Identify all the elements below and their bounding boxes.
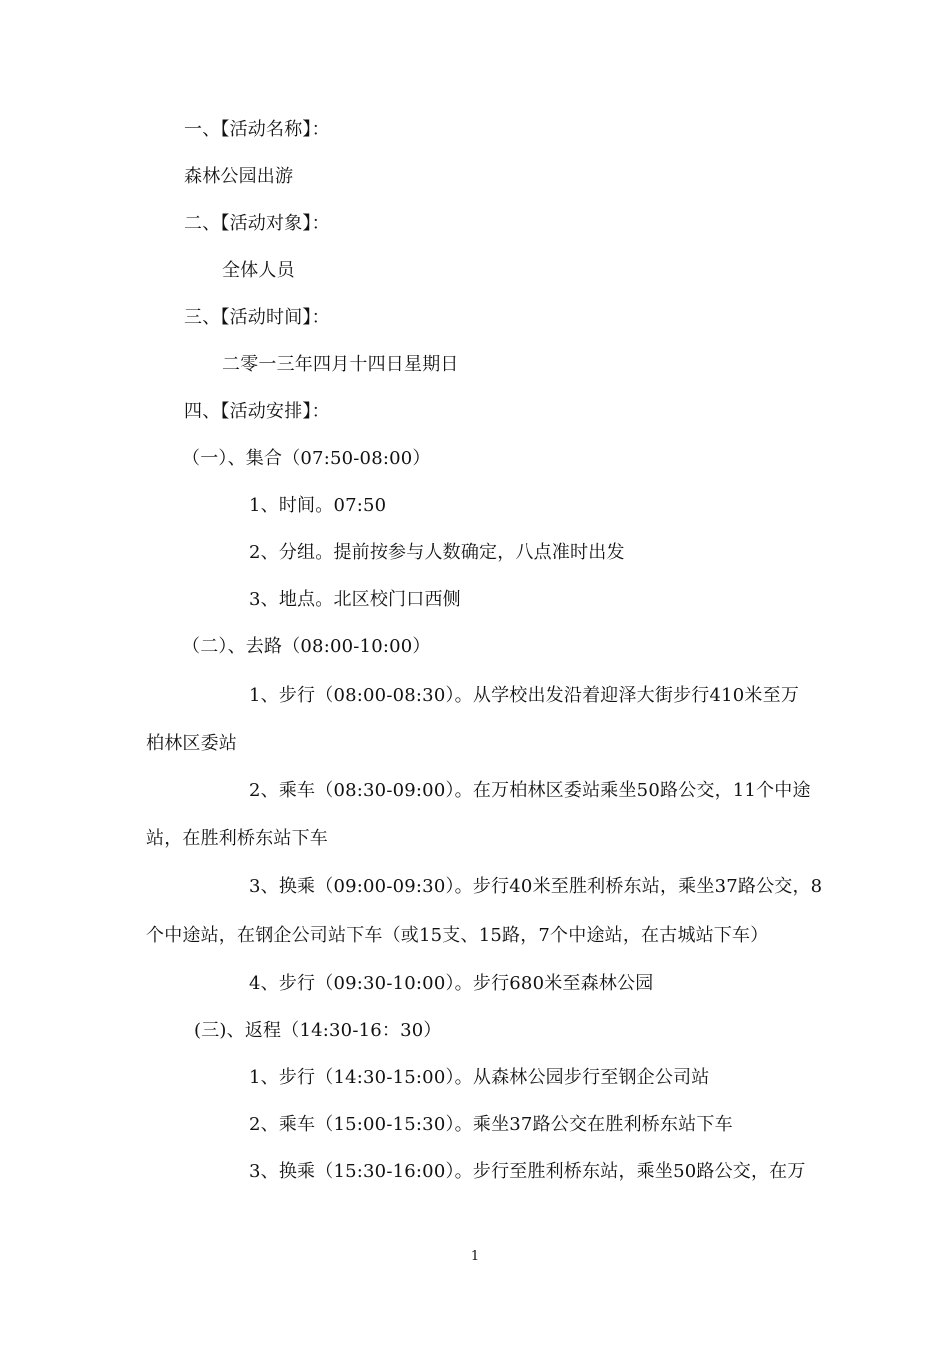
outbound-item-transfer-line1: 3、换乘（09:00-09:30）。步行40米至胜利桥东站，乘坐37路公交，8 bbox=[249, 876, 823, 897]
section-heading-activity-target: 二、【活动对象】： bbox=[184, 213, 330, 234]
outbound-item-walk-to-park: 4、步行（09:30-10:00）。步行680米至森林公园 bbox=[249, 973, 654, 994]
return-item-walk: 1、步行（14:30-15:00）。从森林公园步行至钢企公司站 bbox=[249, 1067, 710, 1088]
activity-time-value: 二零一三年四月十四日星期日 bbox=[222, 354, 459, 375]
assemble-item-time: 1、时间。07:50 bbox=[249, 495, 387, 516]
return-item-transfer: 3、换乘（15:30-16:00）。步行至胜利桥东站，乘坐50路公交，在万 bbox=[249, 1161, 806, 1182]
section-heading-activity-schedule: 四、【活动安排】： bbox=[184, 401, 330, 422]
outbound-item-bus-line1: 2、乘车（08:30-09:00）。在万柏林区委站乘坐50路公交，11个中途 bbox=[249, 780, 811, 801]
activity-target-value: 全体人员 bbox=[222, 260, 295, 281]
return-item-bus: 2、乘车（15:00-15:30）。乘坐37路公交在胜利桥东站下车 bbox=[249, 1114, 733, 1135]
page-number: 1 bbox=[470, 1249, 480, 1264]
activity-name-value: 森林公园出游 bbox=[184, 166, 294, 187]
outbound-item-walk-line2: 柏林区委站 bbox=[146, 733, 237, 754]
outbound-item-transfer-line2: 个中途站，在钢企公司站下车（或15支、15路，7个中途站，在古城站下车） bbox=[146, 925, 769, 946]
assemble-item-group: 2、分组。提前按参与人数确定，八点准时出发 bbox=[249, 542, 625, 563]
section-heading-activity-time: 三、【活动时间】： bbox=[184, 307, 330, 328]
outbound-item-walk-line1: 1、步行（08:00-08:30）。从学校出发沿着迎泽大街步行410米至万 bbox=[249, 685, 800, 706]
subsection-assemble-title: （一）、集合（07:50-08:00） bbox=[182, 448, 431, 469]
subsection-return-title: (三)、返程（14:30-16：30） bbox=[194, 1020, 442, 1041]
outbound-item-bus-line2: 站，在胜利桥东站下车 bbox=[146, 828, 328, 849]
assemble-item-location: 3、地点。北区校门口西侧 bbox=[249, 589, 461, 610]
section-heading-activity-name: 一、【活动名称】： bbox=[184, 119, 330, 140]
subsection-outbound-title: （二）、去路（08:00-10:00） bbox=[182, 636, 431, 657]
